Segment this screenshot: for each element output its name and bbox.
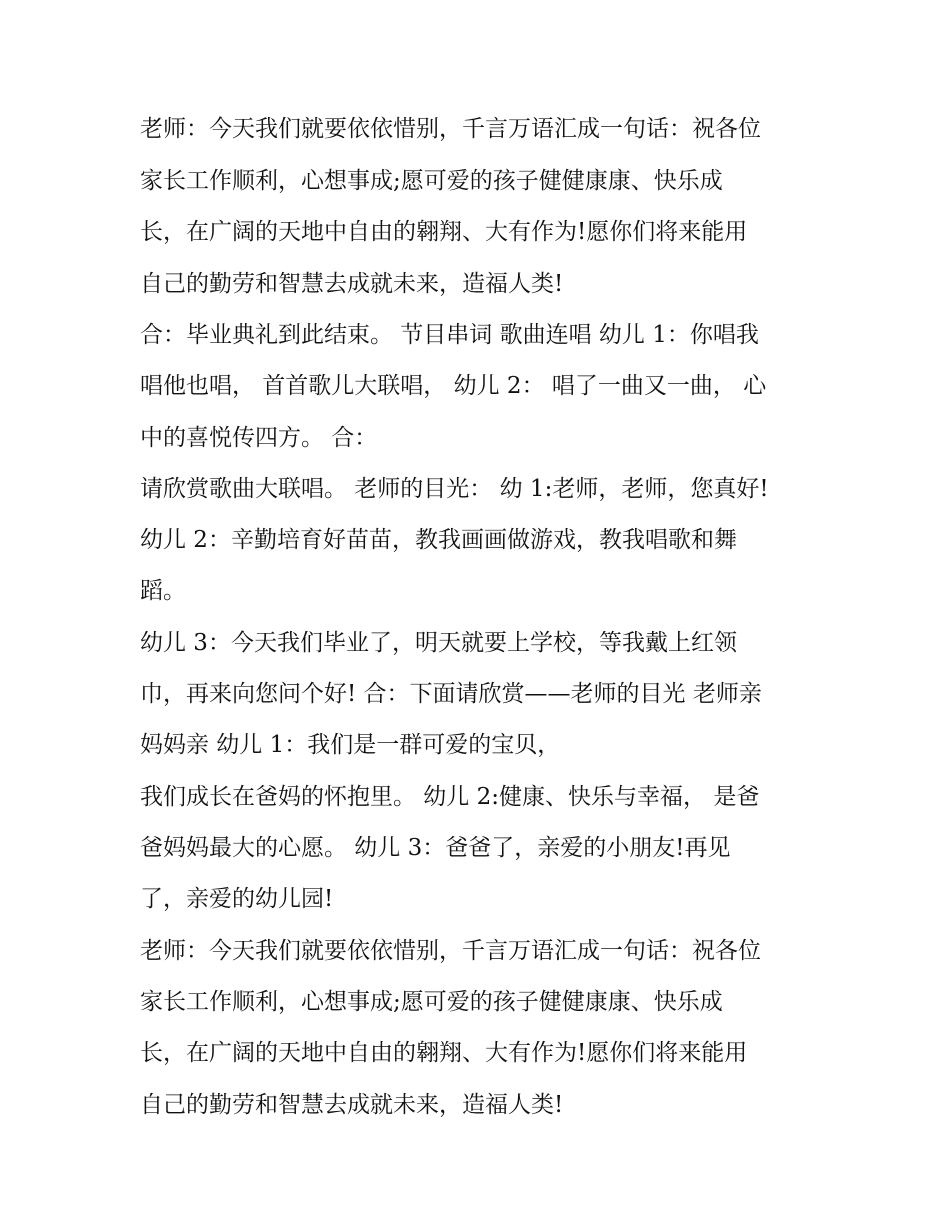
text-line: 自己的勤劳和智慧去成就未来，造福人类! — [140, 1092, 564, 1118]
text-line: 我们成长在爸妈的怀抱里。 幼儿 2:健康、快乐与幸福， 是爸 — [140, 784, 760, 810]
text-line: 长，在广阔的天地中自由的翱翔、大有作为!愿你们将来能用 — [140, 1040, 748, 1066]
text-line: 妈妈亲 幼儿 1：我们是一群可爱的宝贝， — [140, 732, 561, 758]
text-line: 蹈。 — [140, 578, 186, 604]
text-line: 家长工作顺利，心想事成;愿可爱的孩子健健康康、快乐成 — [140, 168, 723, 194]
text-line: 老师：今天我们就要依依惜别，千言万语汇成一句话：祝各位 — [140, 938, 761, 964]
text-line: 幼儿 2：辛勤培育好苗苗，教我画画做游戏，教我唱歌和舞 — [140, 527, 737, 553]
text-line: 长，在广阔的天地中自由的翱翔、大有作为!愿你们将来能用 — [140, 219, 748, 245]
text-line: 自己的勤劳和智慧去成就未来，造福人类! — [140, 271, 564, 297]
text-line: 幼儿 3：今天我们毕业了，明天就要上学校，等我戴上红领 — [140, 630, 737, 656]
text-line: 中的喜悦传四方。 合： — [140, 425, 378, 451]
text-line: 爸妈妈最大的心愿。 幼儿 3：爸爸了，亲爱的小朋友!再见 — [140, 835, 731, 861]
text-line: 老师：今天我们就要依依惜别，千言万语汇成一句话：祝各位 — [140, 116, 761, 142]
text-line: 了，亲爱的幼儿园! — [140, 886, 334, 912]
text-line: 巾，再来向您问个好! 合：下面请欣赏——老师的目光 老师亲 — [140, 681, 762, 707]
text-line: 合：毕业典礼到此结束。 节目串词 歌曲连唱 幼儿 1：你唱我 — [140, 322, 759, 348]
text-line: 家长工作顺利，心想事成;愿可爱的孩子健健康康、快乐成 — [140, 989, 723, 1015]
text-line: 请欣赏歌曲大联唱。 老师的目光： 幼 1:老师，老师，您真好! — [140, 476, 769, 502]
text-line: 唱他也唱， 首首歌儿大联唱， 幼儿 2： 唱了一曲又一曲， 心 — [140, 373, 767, 399]
